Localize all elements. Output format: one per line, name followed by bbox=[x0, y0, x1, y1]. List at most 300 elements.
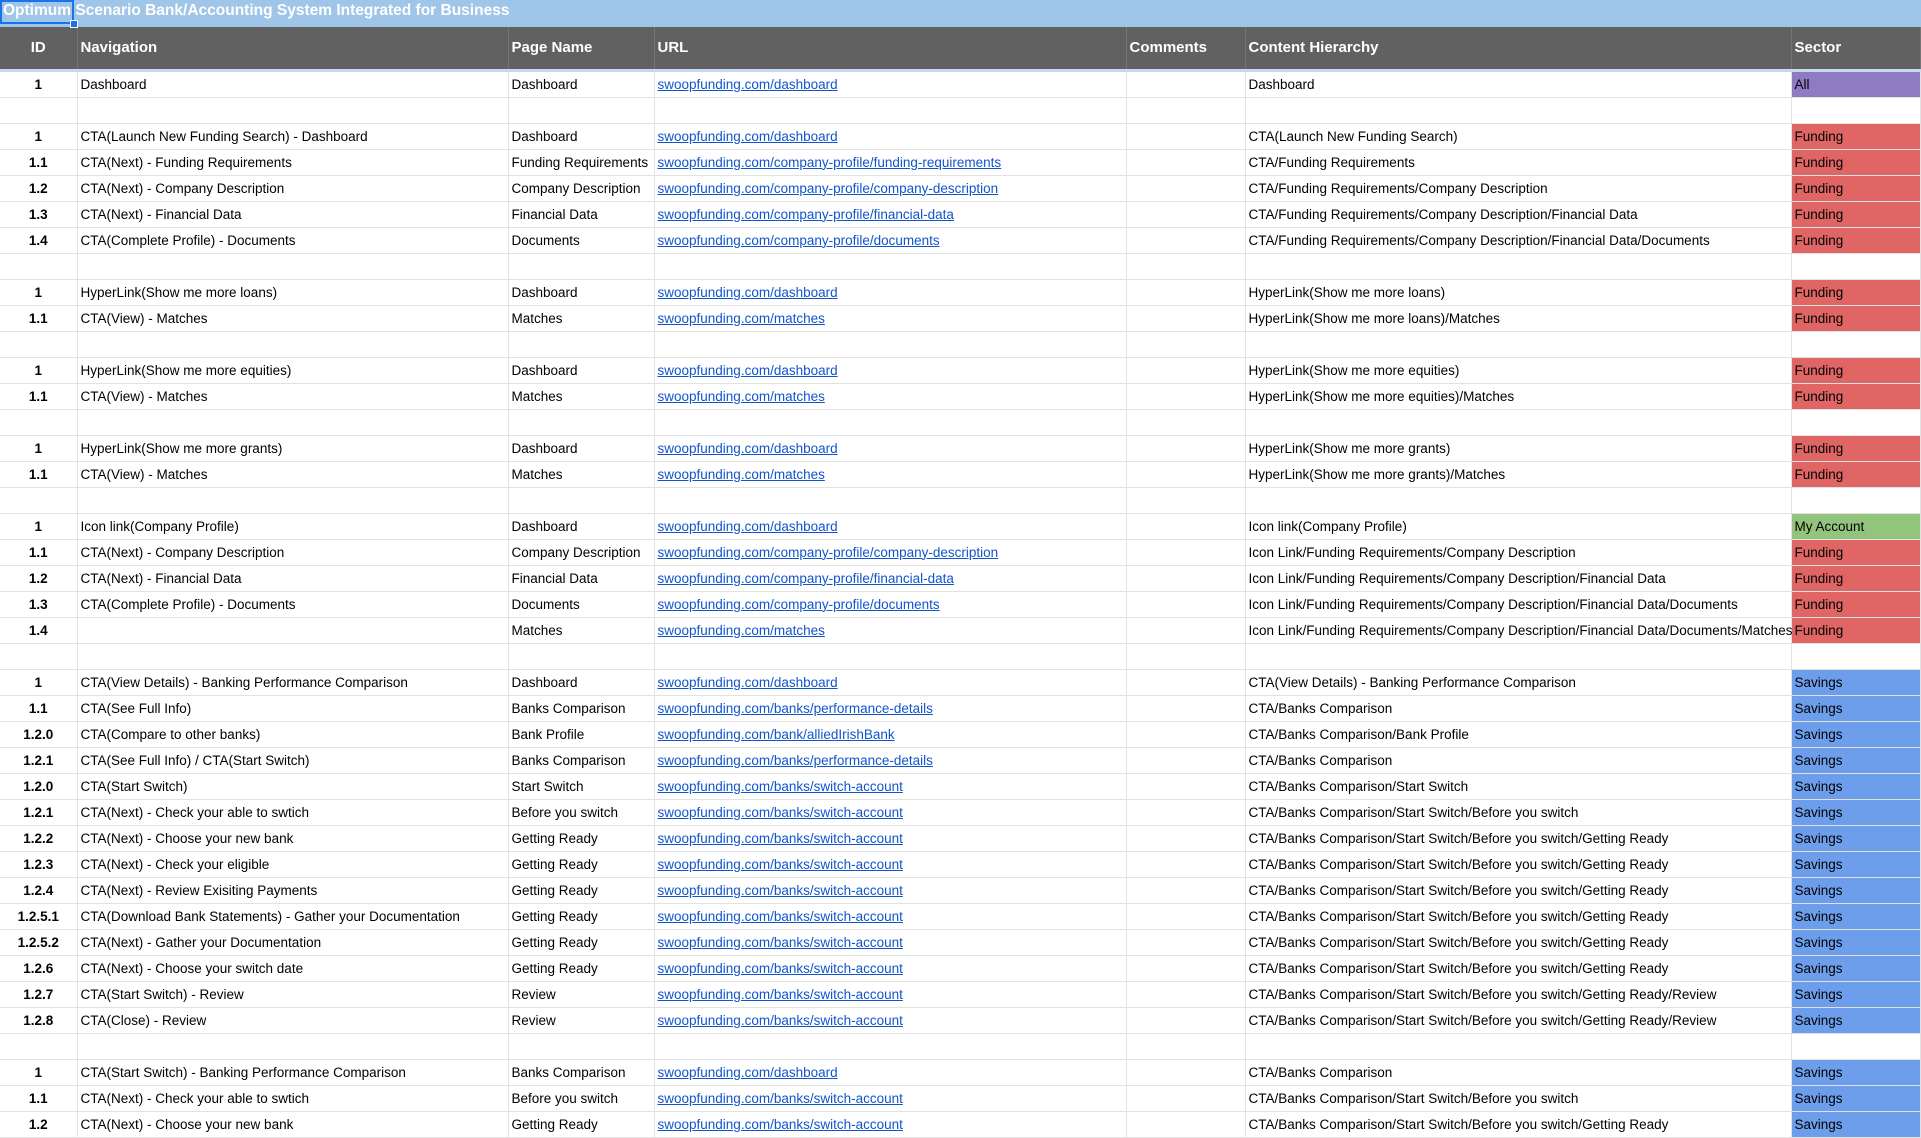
cell-navigation[interactable]: CTA(Next) - Check your able to swtich bbox=[77, 1085, 508, 1111]
cell-sector[interactable]: Savings bbox=[1791, 773, 1920, 799]
cell-url[interactable] bbox=[654, 695, 1126, 721]
cell-navigation[interactable]: CTA(See Full Info) bbox=[77, 695, 508, 721]
cell-id[interactable]: 1.2.0 bbox=[0, 721, 77, 747]
cell-page-name[interactable]: Company Description bbox=[508, 539, 654, 565]
cell-sector[interactable]: Funding bbox=[1791, 383, 1920, 409]
url-link[interactable]: swoopfunding.com/company-profile/financial-data bbox=[657, 206, 954, 222]
cell-sector[interactable]: Savings bbox=[1791, 1059, 1920, 1085]
cell-page-name[interactable]: Getting Ready bbox=[508, 929, 654, 955]
cell-content-hierarchy[interactable]: CTA/Banks Comparison/Start Switch/Before you switch/Getting Ready bbox=[1245, 903, 1791, 929]
cell-comments[interactable] bbox=[1126, 227, 1245, 253]
cell-navigation[interactable]: CTA(View) - Matches bbox=[77, 383, 508, 409]
empty-cell[interactable] bbox=[1126, 643, 1245, 669]
empty-cell[interactable] bbox=[77, 331, 508, 357]
cell-id[interactable]: 1.2.0 bbox=[0, 773, 77, 799]
cell-comments[interactable] bbox=[1126, 175, 1245, 201]
cell-page-name[interactable]: Documents bbox=[508, 591, 654, 617]
cell-comments[interactable] bbox=[1126, 1007, 1245, 1033]
cell-page-name[interactable]: Getting Ready bbox=[508, 825, 654, 851]
cell-content-hierarchy[interactable]: CTA/Funding Requirements/Company Description bbox=[1245, 175, 1791, 201]
cell-comments[interactable] bbox=[1126, 70, 1245, 97]
cell-content-hierarchy[interactable]: CTA/Banks Comparison/Start Switch/Before you switch/Getting Ready bbox=[1245, 877, 1791, 903]
cell-comments[interactable] bbox=[1126, 955, 1245, 981]
cell-navigation[interactable]: CTA(Start Switch) - Banking Performance Comparison bbox=[77, 1059, 508, 1085]
cell-url[interactable] bbox=[654, 773, 1126, 799]
empty-cell[interactable] bbox=[654, 487, 1126, 513]
cell-sector[interactable]: Funding bbox=[1791, 305, 1920, 331]
cell-comments[interactable] bbox=[1126, 1059, 1245, 1085]
cell-id[interactable]: 1.1 bbox=[0, 149, 77, 175]
url-link[interactable]: swoopfunding.com/banks/switch-account bbox=[657, 882, 903, 898]
cell-id[interactable]: 1 bbox=[0, 669, 77, 695]
cell-url[interactable] bbox=[654, 825, 1126, 851]
cell-navigation[interactable]: CTA(Next) - Gather your Documentation bbox=[77, 929, 508, 955]
url-link[interactable]: swoopfunding.com/company-profile/documents bbox=[657, 232, 940, 248]
cell-content-hierarchy[interactable]: HyperLink(Show me more equities)/Matches bbox=[1245, 383, 1791, 409]
cell-url[interactable] bbox=[654, 305, 1126, 331]
empty-cell[interactable] bbox=[77, 253, 508, 279]
empty-cell[interactable] bbox=[1126, 331, 1245, 357]
title-cell[interactable] bbox=[1126, 0, 1245, 26]
url-link[interactable]: swoopfunding.com/banks/switch-account bbox=[657, 986, 903, 1002]
cell-url[interactable] bbox=[654, 1111, 1126, 1137]
cell-url[interactable] bbox=[654, 70, 1126, 97]
cell-navigation[interactable]: CTA(Next) - Funding Requirements bbox=[77, 149, 508, 175]
cell-content-hierarchy[interactable]: CTA/Banks Comparison/Start Switch bbox=[1245, 773, 1791, 799]
cell-content-hierarchy[interactable]: Icon Link/Funding Requirements/Company Description/Financial Data/Documents bbox=[1245, 591, 1791, 617]
cell-comments[interactable] bbox=[1126, 513, 1245, 539]
cell-comments[interactable] bbox=[1126, 201, 1245, 227]
cell-page-name[interactable]: Matches bbox=[508, 461, 654, 487]
empty-cell[interactable] bbox=[1791, 409, 1920, 435]
url-link[interactable]: swoopfunding.com/company-profile/financial-data bbox=[657, 570, 954, 586]
cell-sector[interactable]: Funding bbox=[1791, 357, 1920, 383]
cell-page-name[interactable]: Matches bbox=[508, 305, 654, 331]
cell-page-name[interactable]: Dashboard bbox=[508, 513, 654, 539]
cell-page-name[interactable]: Matches bbox=[508, 383, 654, 409]
cell-comments[interactable] bbox=[1126, 461, 1245, 487]
cell-url[interactable] bbox=[654, 357, 1126, 383]
cell-content-hierarchy[interactable]: HyperLink(Show me more loans) bbox=[1245, 279, 1791, 305]
cell-content-hierarchy[interactable]: HyperLink(Show me more loans)/Matches bbox=[1245, 305, 1791, 331]
cell-navigation[interactable]: CTA(Next) - Company Description bbox=[77, 539, 508, 565]
cell-navigation[interactable]: CTA(Start Switch) bbox=[77, 773, 508, 799]
url-link[interactable]: swoopfunding.com/dashboard bbox=[657, 1064, 838, 1080]
cell-content-hierarchy[interactable]: CTA(Launch New Funding Search) bbox=[1245, 123, 1791, 149]
empty-cell[interactable] bbox=[1791, 331, 1920, 357]
cell-id[interactable]: 1.1 bbox=[0, 461, 77, 487]
url-link[interactable]: swoopfunding.com/dashboard bbox=[657, 674, 838, 690]
cell-page-name[interactable]: Before you switch bbox=[508, 1085, 654, 1111]
cell-navigation[interactable]: CTA(Complete Profile) - Documents bbox=[77, 227, 508, 253]
cell-url[interactable] bbox=[654, 1007, 1126, 1033]
cell-id[interactable]: 1.2.1 bbox=[0, 747, 77, 773]
cell-url[interactable] bbox=[654, 149, 1126, 175]
cell-id[interactable]: 1.2 bbox=[0, 175, 77, 201]
cell-id[interactable]: 1.3 bbox=[0, 591, 77, 617]
url-link[interactable]: swoopfunding.com/dashboard bbox=[657, 362, 838, 378]
cell-id[interactable]: 1 bbox=[0, 279, 77, 305]
empty-cell[interactable] bbox=[1245, 643, 1791, 669]
empty-cell[interactable] bbox=[1791, 487, 1920, 513]
url-link[interactable]: swoopfunding.com/banks/switch-account bbox=[657, 1012, 903, 1028]
cell-navigation[interactable] bbox=[77, 617, 508, 643]
cell-content-hierarchy[interactable]: Icon link(Company Profile) bbox=[1245, 513, 1791, 539]
cell-sector[interactable]: Funding bbox=[1791, 123, 1920, 149]
cell-page-name[interactable]: Before you switch bbox=[508, 799, 654, 825]
cell-url[interactable] bbox=[654, 1059, 1126, 1085]
cell-content-hierarchy[interactable]: CTA/Banks Comparison/Start Switch/Before you switch/Getting Ready bbox=[1245, 955, 1791, 981]
url-link[interactable]: swoopfunding.com/banks/switch-account bbox=[657, 830, 903, 846]
cell-sector[interactable]: Savings bbox=[1791, 955, 1920, 981]
url-link[interactable]: swoopfunding.com/banks/switch-account bbox=[657, 908, 903, 924]
cell-sector[interactable]: Savings bbox=[1791, 929, 1920, 955]
cell-navigation[interactable]: CTA(View) - Matches bbox=[77, 305, 508, 331]
empty-cell[interactable] bbox=[77, 487, 508, 513]
cell-id[interactable]: 1.3 bbox=[0, 201, 77, 227]
cell-sector[interactable]: Savings bbox=[1791, 721, 1920, 747]
empty-cell[interactable] bbox=[77, 97, 508, 123]
cell-content-hierarchy[interactable]: CTA/Banks Comparison/Start Switch/Before you switch bbox=[1245, 1085, 1791, 1111]
cell-url[interactable] bbox=[654, 669, 1126, 695]
cell-page-name[interactable]: Dashboard bbox=[508, 669, 654, 695]
cell-page-name[interactable]: Financial Data bbox=[508, 201, 654, 227]
cell-navigation[interactable]: HyperLink(Show me more equities) bbox=[77, 357, 508, 383]
cell-id[interactable]: 1 bbox=[0, 513, 77, 539]
empty-cell[interactable] bbox=[0, 487, 77, 513]
cell-comments[interactable] bbox=[1126, 305, 1245, 331]
cell-sector[interactable]: Savings bbox=[1791, 1085, 1920, 1111]
cell-comments[interactable] bbox=[1126, 149, 1245, 175]
cell-comments[interactable] bbox=[1126, 539, 1245, 565]
url-link[interactable]: swoopfunding.com/banks/switch-account bbox=[657, 1090, 903, 1106]
cell-page-name[interactable]: Matches bbox=[508, 617, 654, 643]
cell-id[interactable]: 1.2.6 bbox=[0, 955, 77, 981]
empty-cell[interactable] bbox=[1126, 97, 1245, 123]
cell-url[interactable] bbox=[654, 929, 1126, 955]
empty-cell[interactable] bbox=[1245, 409, 1791, 435]
cell-page-name[interactable]: Dashboard bbox=[508, 435, 654, 461]
cell-page-name[interactable]: Funding Requirements bbox=[508, 149, 654, 175]
cell-id[interactable]: 1 bbox=[0, 123, 77, 149]
url-link[interactable]: swoopfunding.com/matches bbox=[657, 388, 825, 404]
empty-cell[interactable] bbox=[508, 1033, 654, 1059]
url-link[interactable]: swoopfunding.com/company-profile/documents bbox=[657, 596, 940, 612]
cell-navigation[interactable]: CTA(View) - Matches bbox=[77, 461, 508, 487]
cell-url[interactable] bbox=[654, 747, 1126, 773]
cell-url[interactable] bbox=[654, 201, 1126, 227]
cell-comments[interactable] bbox=[1126, 279, 1245, 305]
cell-url[interactable] bbox=[654, 799, 1126, 825]
cell-content-hierarchy[interactable]: CTA/Banks Comparison/Start Switch/Before you switch/Getting Ready/Review bbox=[1245, 981, 1791, 1007]
url-link[interactable]: swoopfunding.com/dashboard bbox=[657, 518, 838, 534]
cell-url[interactable] bbox=[654, 279, 1126, 305]
title-cell[interactable] bbox=[508, 0, 654, 26]
cell-comments[interactable] bbox=[1126, 721, 1245, 747]
cell-navigation[interactable]: CTA(View Details) - Banking Performance Comparison bbox=[77, 669, 508, 695]
cell-id[interactable]: 1.2.5.1 bbox=[0, 903, 77, 929]
cell-navigation[interactable]: CTA(Launch New Funding Search) - Dashboard bbox=[77, 123, 508, 149]
cell-comments[interactable] bbox=[1126, 565, 1245, 591]
url-link[interactable]: swoopfunding.com/banks/switch-account bbox=[657, 934, 903, 950]
cell-sector[interactable]: Savings bbox=[1791, 1007, 1920, 1033]
cell-content-hierarchy[interactable]: Icon Link/Funding Requirements/Company Description/Financial Data/Documents/Matches bbox=[1245, 617, 1791, 643]
cell-page-name[interactable]: Dashboard bbox=[508, 357, 654, 383]
url-link[interactable]: swoopfunding.com/banks/switch-account bbox=[657, 1116, 903, 1132]
cell-navigation[interactable]: CTA(Compare to other banks) bbox=[77, 721, 508, 747]
url-link[interactable]: swoopfunding.com/company-profile/company-description bbox=[657, 180, 999, 196]
cell-comments[interactable] bbox=[1126, 851, 1245, 877]
empty-cell[interactable] bbox=[654, 331, 1126, 357]
cell-id[interactable]: 1.2.3 bbox=[0, 851, 77, 877]
empty-cell[interactable] bbox=[1126, 253, 1245, 279]
url-link[interactable]: swoopfunding.com/banks/switch-account bbox=[657, 804, 903, 820]
cell-page-name[interactable]: Getting Ready bbox=[508, 877, 654, 903]
cell-content-hierarchy[interactable]: Icon Link/Funding Requirements/Company Description/Financial Data bbox=[1245, 565, 1791, 591]
empty-cell[interactable] bbox=[77, 1033, 508, 1059]
empty-cell[interactable] bbox=[654, 643, 1126, 669]
cell-comments[interactable] bbox=[1126, 799, 1245, 825]
cell-content-hierarchy[interactable]: CTA/Banks Comparison bbox=[1245, 1059, 1791, 1085]
cell-sector[interactable]: Funding bbox=[1791, 435, 1920, 461]
empty-cell[interactable] bbox=[1245, 487, 1791, 513]
cell-content-hierarchy[interactable]: CTA/Funding Requirements/Company Description/Financial Data bbox=[1245, 201, 1791, 227]
cell-content-hierarchy[interactable]: CTA/Banks Comparison/Start Switch/Before you switch/Getting Ready bbox=[1245, 929, 1791, 955]
cell-navigation[interactable]: CTA(Next) - Company Description bbox=[77, 175, 508, 201]
cell-id[interactable]: 1 bbox=[0, 357, 77, 383]
cell-navigation[interactable]: CTA(Complete Profile) - Documents bbox=[77, 591, 508, 617]
cell-page-name[interactable]: Banks Comparison bbox=[508, 695, 654, 721]
cell-sector[interactable]: Funding bbox=[1791, 149, 1920, 175]
url-link[interactable]: swoopfunding.com/dashboard bbox=[657, 76, 838, 92]
cell-id[interactable]: 1.2 bbox=[0, 565, 77, 591]
url-link[interactable]: swoopfunding.com/dashboard bbox=[657, 128, 838, 144]
url-link[interactable]: swoopfunding.com/matches bbox=[657, 622, 825, 638]
cell-comments[interactable] bbox=[1126, 929, 1245, 955]
cell-page-name[interactable]: Documents bbox=[508, 227, 654, 253]
url-link[interactable]: swoopfunding.com/banks/switch-account bbox=[657, 960, 903, 976]
title-cell[interactable] bbox=[1245, 0, 1791, 26]
cell-content-hierarchy[interactable]: CTA/Funding Requirements bbox=[1245, 149, 1791, 175]
empty-cell[interactable] bbox=[77, 643, 508, 669]
empty-cell[interactable] bbox=[508, 253, 654, 279]
cell-page-name[interactable]: Dashboard bbox=[508, 70, 654, 97]
cell-url[interactable] bbox=[654, 227, 1126, 253]
cell-navigation[interactable]: CTA(Next) - Choose your new bank bbox=[77, 825, 508, 851]
empty-cell[interactable] bbox=[1245, 253, 1791, 279]
url-link[interactable]: swoopfunding.com/banks/performance-details bbox=[657, 700, 933, 716]
cell-id[interactable]: 1.1 bbox=[0, 305, 77, 331]
empty-cell[interactable] bbox=[1791, 643, 1920, 669]
empty-cell[interactable] bbox=[1245, 1033, 1791, 1059]
cell-navigation[interactable]: CTA(Close) - Review bbox=[77, 1007, 508, 1033]
empty-cell[interactable] bbox=[508, 643, 654, 669]
header-comments[interactable]: Comments bbox=[1126, 26, 1245, 70]
empty-cell[interactable] bbox=[1126, 1033, 1245, 1059]
cell-page-name[interactable]: Financial Data bbox=[508, 565, 654, 591]
empty-cell[interactable] bbox=[1245, 331, 1791, 357]
cell-sector[interactable]: Savings bbox=[1791, 799, 1920, 825]
cell-page-name[interactable]: Dashboard bbox=[508, 123, 654, 149]
cell-id[interactable]: 1.1 bbox=[0, 1085, 77, 1111]
empty-cell[interactable] bbox=[0, 331, 77, 357]
empty-cell[interactable] bbox=[654, 1033, 1126, 1059]
cell-page-name[interactable]: Getting Ready bbox=[508, 955, 654, 981]
fill-handle[interactable] bbox=[70, 20, 78, 28]
empty-cell[interactable] bbox=[508, 331, 654, 357]
cell-sector[interactable]: Savings bbox=[1791, 903, 1920, 929]
cell-sector[interactable]: Savings bbox=[1791, 981, 1920, 1007]
empty-cell[interactable] bbox=[0, 253, 77, 279]
cell-id[interactable]: 1.2.2 bbox=[0, 825, 77, 851]
url-link[interactable]: swoopfunding.com/company-profile/company-description bbox=[657, 544, 999, 560]
cell-content-hierarchy[interactable]: CTA(View Details) - Banking Performance Comparison bbox=[1245, 669, 1791, 695]
selected-cell[interactable] bbox=[0, 0, 510, 26]
cell-content-hierarchy[interactable]: HyperLink(Show me more grants) bbox=[1245, 435, 1791, 461]
cell-navigation[interactable]: Icon link(Company Profile) bbox=[77, 513, 508, 539]
cell-url[interactable] bbox=[654, 565, 1126, 591]
cell-sector[interactable]: Savings bbox=[1791, 825, 1920, 851]
cell-url[interactable] bbox=[654, 981, 1126, 1007]
cell-comments[interactable] bbox=[1126, 591, 1245, 617]
cell-comments[interactable] bbox=[1126, 357, 1245, 383]
header-navigation[interactable]: Navigation bbox=[77, 26, 508, 70]
cell-comments[interactable] bbox=[1126, 1111, 1245, 1137]
cell-comments[interactable] bbox=[1126, 1085, 1245, 1111]
cell-content-hierarchy[interactable]: HyperLink(Show me more grants)/Matches bbox=[1245, 461, 1791, 487]
cell-content-hierarchy[interactable]: HyperLink(Show me more equities) bbox=[1245, 357, 1791, 383]
cell-page-name[interactable]: Getting Ready bbox=[508, 903, 654, 929]
cell-page-name[interactable]: Dashboard bbox=[508, 279, 654, 305]
cell-id[interactable]: 1.1 bbox=[0, 695, 77, 721]
cell-id[interactable]: 1 bbox=[0, 435, 77, 461]
cell-url[interactable] bbox=[654, 877, 1126, 903]
url-link[interactable]: swoopfunding.com/matches bbox=[657, 310, 825, 326]
empty-cell[interactable] bbox=[654, 409, 1126, 435]
empty-cell[interactable] bbox=[1126, 487, 1245, 513]
cell-id[interactable]: 1.2.5.2 bbox=[0, 929, 77, 955]
cell-content-hierarchy[interactable]: CTA/Banks Comparison/Bank Profile bbox=[1245, 721, 1791, 747]
cell-url[interactable] bbox=[654, 175, 1126, 201]
cell-url[interactable] bbox=[654, 513, 1126, 539]
cell-id[interactable]: 1.2.1 bbox=[0, 799, 77, 825]
empty-cell[interactable] bbox=[654, 253, 1126, 279]
cell-url[interactable] bbox=[654, 383, 1126, 409]
cell-navigation[interactable]: HyperLink(Show me more loans) bbox=[77, 279, 508, 305]
cell-id[interactable]: 1.2 bbox=[0, 1111, 77, 1137]
cell-sector[interactable]: My Account bbox=[1791, 513, 1920, 539]
cell-page-name[interactable]: Review bbox=[508, 1007, 654, 1033]
cell-id[interactable]: 1.4 bbox=[0, 617, 77, 643]
cell-content-hierarchy[interactable]: CTA/Banks Comparison/Start Switch/Before you switch bbox=[1245, 799, 1791, 825]
cell-sector[interactable]: All bbox=[1791, 70, 1920, 97]
header-content-hierarchy[interactable]: Content Hierarchy bbox=[1245, 26, 1791, 70]
cell-navigation[interactable]: CTA(Next) - Financial Data bbox=[77, 565, 508, 591]
empty-cell[interactable] bbox=[77, 409, 508, 435]
cell-navigation[interactable]: CTA(Start Switch) - Review bbox=[77, 981, 508, 1007]
title-cell[interactable] bbox=[1791, 0, 1920, 26]
cell-id[interactable]: 1 bbox=[0, 70, 77, 97]
cell-comments[interactable] bbox=[1126, 903, 1245, 929]
cell-id[interactable]: 1.4 bbox=[0, 227, 77, 253]
empty-cell[interactable] bbox=[1791, 1033, 1920, 1059]
cell-comments[interactable] bbox=[1126, 669, 1245, 695]
cell-id[interactable]: 1.2.7 bbox=[0, 981, 77, 1007]
cell-comments[interactable] bbox=[1126, 695, 1245, 721]
url-link[interactable]: swoopfunding.com/banks/switch-account bbox=[657, 778, 903, 794]
cell-sector[interactable]: Funding bbox=[1791, 279, 1920, 305]
cell-url[interactable] bbox=[654, 721, 1126, 747]
cell-sector[interactable]: Savings bbox=[1791, 877, 1920, 903]
url-link[interactable]: swoopfunding.com/dashboard bbox=[657, 440, 838, 456]
cell-sector[interactable]: Funding bbox=[1791, 591, 1920, 617]
cell-url[interactable] bbox=[654, 123, 1126, 149]
cell-page-name[interactable]: Start Switch bbox=[508, 773, 654, 799]
cell-sector[interactable]: Funding bbox=[1791, 227, 1920, 253]
cell-navigation[interactable]: HyperLink(Show me more grants) bbox=[77, 435, 508, 461]
cell-navigation[interactable]: Dashboard bbox=[77, 70, 508, 97]
cell-page-name[interactable]: Getting Ready bbox=[508, 851, 654, 877]
cell-comments[interactable] bbox=[1126, 877, 1245, 903]
empty-cell[interactable] bbox=[508, 487, 654, 513]
empty-cell[interactable] bbox=[1791, 253, 1920, 279]
cell-navigation[interactable]: CTA(Next) - Check your eligible bbox=[77, 851, 508, 877]
cell-page-name[interactable]: Banks Comparison bbox=[508, 1059, 654, 1085]
cell-page-name[interactable]: Company Description bbox=[508, 175, 654, 201]
cell-url[interactable] bbox=[654, 539, 1126, 565]
cell-sector[interactable]: Funding bbox=[1791, 565, 1920, 591]
cell-content-hierarchy[interactable]: CTA/Banks Comparison/Start Switch/Before you switch/Getting Ready bbox=[1245, 825, 1791, 851]
cell-content-hierarchy[interactable]: CTA/Banks Comparison/Start Switch/Before you switch/Getting Ready bbox=[1245, 851, 1791, 877]
empty-cell[interactable] bbox=[0, 1033, 77, 1059]
cell-comments[interactable] bbox=[1126, 435, 1245, 461]
empty-cell[interactable] bbox=[1245, 97, 1791, 123]
cell-content-hierarchy[interactable]: CTA/Banks Comparison/Start Switch/Before you switch/Getting Ready/Review bbox=[1245, 1007, 1791, 1033]
cell-id[interactable]: 1.1 bbox=[0, 539, 77, 565]
empty-cell[interactable] bbox=[0, 97, 77, 123]
cell-comments[interactable] bbox=[1126, 123, 1245, 149]
cell-content-hierarchy[interactable]: CTA/Funding Requirements/Company Description/Financial Data/Documents bbox=[1245, 227, 1791, 253]
cell-content-hierarchy[interactable]: CTA/Banks Comparison bbox=[1245, 695, 1791, 721]
cell-sector[interactable]: Funding bbox=[1791, 201, 1920, 227]
cell-id[interactable]: 1 bbox=[0, 1059, 77, 1085]
header-id[interactable]: ID bbox=[0, 26, 77, 70]
url-link[interactable]: swoopfunding.com/banks/performance-details bbox=[657, 752, 933, 768]
cell-comments[interactable] bbox=[1126, 981, 1245, 1007]
cell-sector[interactable]: Savings bbox=[1791, 851, 1920, 877]
cell-content-hierarchy[interactable]: Dashboard bbox=[1245, 70, 1791, 97]
cell-sector[interactable]: Funding bbox=[1791, 617, 1920, 643]
cell-comments[interactable] bbox=[1126, 825, 1245, 851]
cell-url[interactable] bbox=[654, 461, 1126, 487]
cell-navigation[interactable]: CTA(Next) - Choose your switch date bbox=[77, 955, 508, 981]
url-link[interactable]: swoopfunding.com/dashboard bbox=[657, 284, 838, 300]
header-sector[interactable]: Sector bbox=[1791, 26, 1920, 70]
empty-cell[interactable] bbox=[0, 643, 77, 669]
cell-url[interactable] bbox=[654, 591, 1126, 617]
cell-navigation[interactable]: CTA(Download Bank Statements) - Gather your Documentation bbox=[77, 903, 508, 929]
cell-sector[interactable]: Funding bbox=[1791, 539, 1920, 565]
empty-cell[interactable] bbox=[654, 97, 1126, 123]
empty-cell[interactable] bbox=[508, 409, 654, 435]
cell-url[interactable] bbox=[654, 903, 1126, 929]
cell-page-name[interactable]: Getting Ready bbox=[508, 1111, 654, 1137]
header-url[interactable]: URL bbox=[654, 26, 1126, 70]
cell-page-name[interactable]: Bank Profile bbox=[508, 721, 654, 747]
cell-navigation[interactable]: CTA(Next) - Choose your new bank bbox=[77, 1111, 508, 1137]
cell-comments[interactable] bbox=[1126, 383, 1245, 409]
url-link[interactable]: swoopfunding.com/matches bbox=[657, 466, 825, 482]
